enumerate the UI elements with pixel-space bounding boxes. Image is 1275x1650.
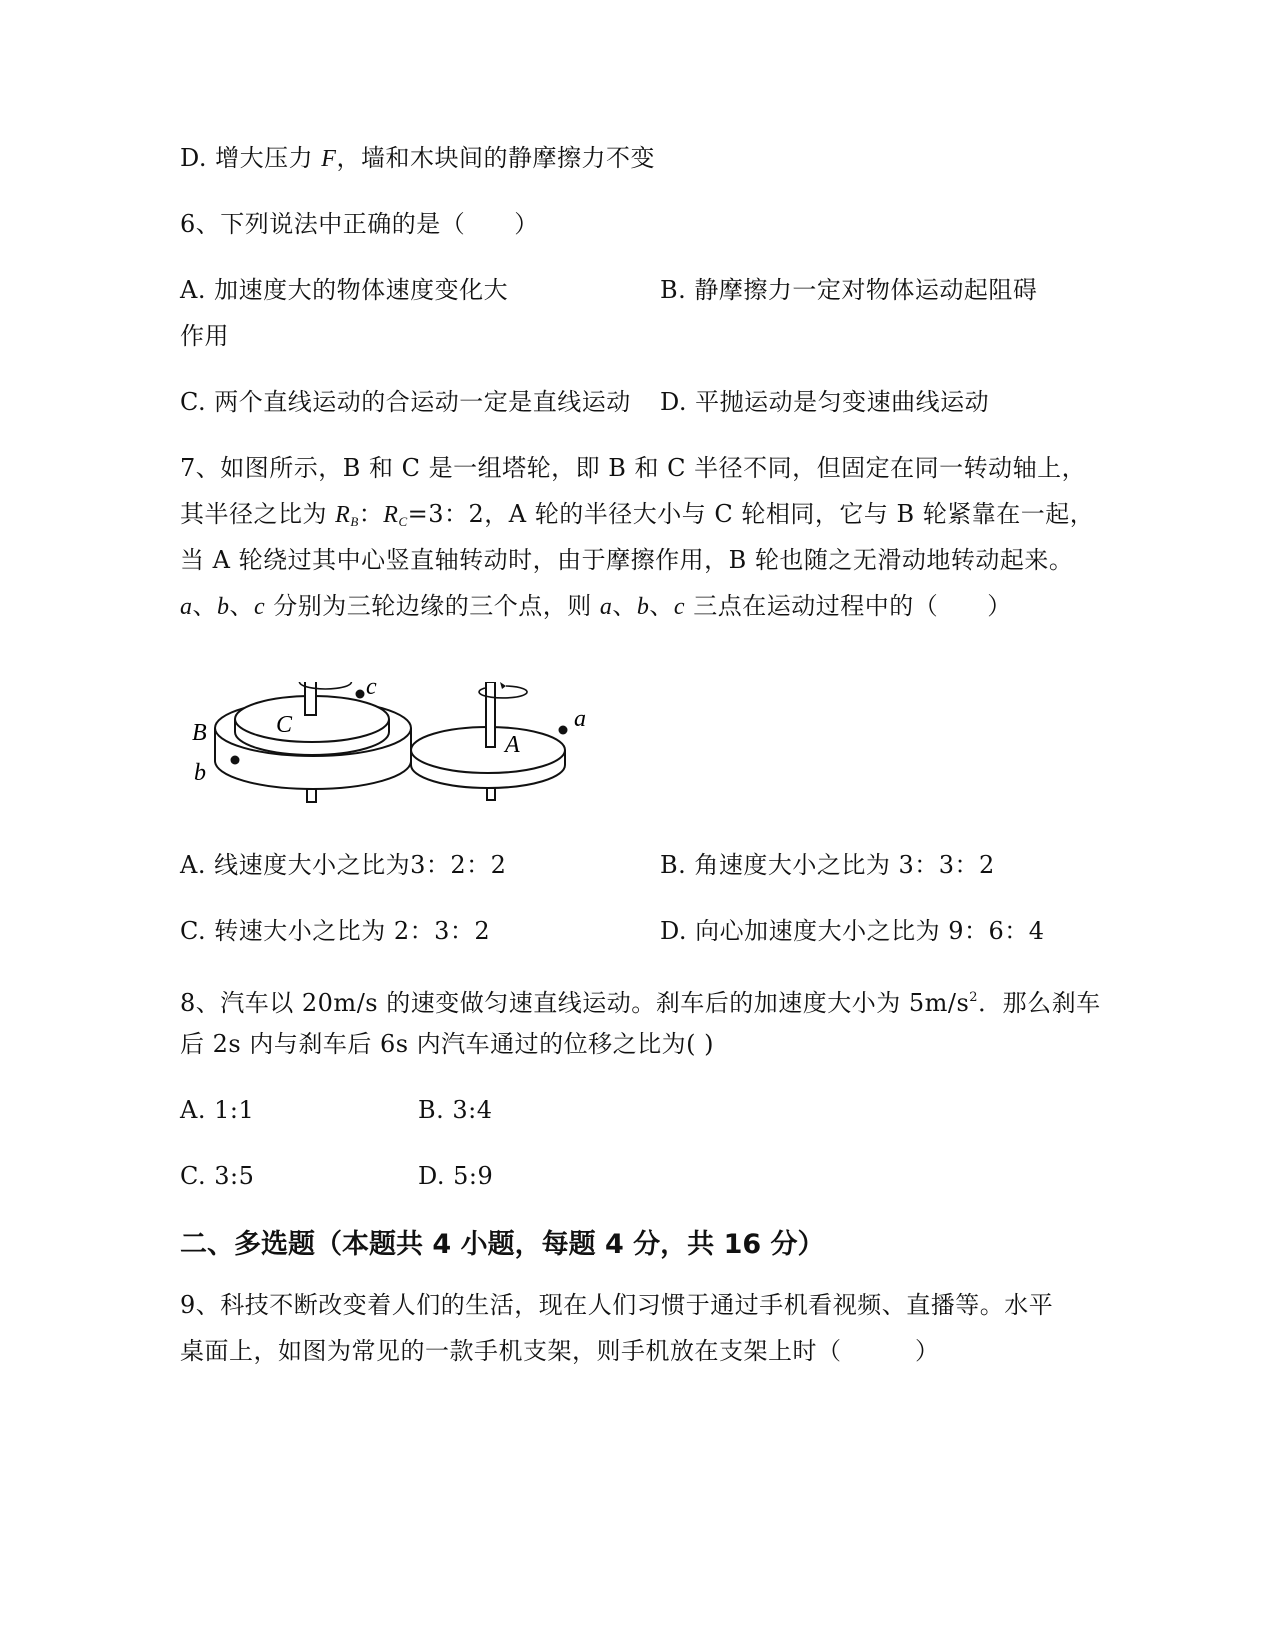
q7-option-d: D. 向心加速度大小之比为 9：6：4 [660, 917, 1045, 945]
q7-stem-line1: 7、如图所示，B 和 C 是一组塔轮，即 B 和 C 半径不同，但固定在同一转动轴上， [180, 454, 1087, 482]
q8-option-c: C. 3:5 [180, 1162, 255, 1190]
label-wheel-a: A [505, 732, 520, 758]
q7-stem-line3: 当 A 轮绕过其中心竖直轴转动时，由于摩擦作用，B 轮也随之无滑动地转动起来。 [180, 546, 1074, 574]
q8-option-d: D. 5:9 [418, 1162, 494, 1190]
q9-stem-line2: 桌面上，如图为常见的一款手机支架，则手机放在支架上时（ ） [180, 1337, 940, 1365]
label-wheel-b: B [192, 720, 207, 746]
point-c-dot [356, 690, 365, 699]
label-point-c: c [366, 682, 377, 700]
q6-stem: 6、下列说法中正确的是（ ） [180, 210, 539, 238]
axle-a-top [486, 682, 495, 747]
q6-option-b: B. 静摩擦力一定对物体运动起阻碍 [660, 276, 1038, 304]
q6-option-a: A. 加速度大的物体速度变化大 [180, 276, 509, 304]
q6-option-c: C. 两个直线运动的合运动一定是直线运动 [180, 388, 631, 416]
label-wheel-c: C [276, 712, 293, 738]
q6-option-b-cont: 作用 [180, 322, 229, 350]
label-point-a: a [574, 706, 586, 732]
tower-wheel-figure [188, 682, 608, 814]
q7-stem-line2: 其半径之比为 $R_B$：$R_C=3$：2，A 轮的半径大小与 C 轮相同，它与 B 轮紧靠在一起， [180, 500, 1095, 529]
q7-option-c: C. 转速大小之比为 2：3：2 [180, 917, 491, 945]
label-point-b: b [194, 760, 206, 786]
axle-a-bottom [487, 788, 495, 800]
q8-stem-line2: 后 2s 内与刹车后 6s 内汽车通过的位移之比为( ) [180, 1030, 715, 1058]
q5-option-d: D. 增大压力 F，墙和木块间的静摩擦力不变 [180, 144, 655, 172]
q8-option-a: A. 1:1 [180, 1096, 255, 1124]
rotation-arrowhead-a [500, 682, 506, 689]
point-a-dot [559, 726, 568, 735]
q8-option-b: B. 3:4 [418, 1096, 493, 1124]
q6-option-d: D. 平抛运动是匀变速曲线运动 [660, 388, 990, 416]
q7-option-b: B. 角速度大小之比为 3：3：2 [660, 851, 995, 879]
axle-bc-bottom [307, 789, 316, 802]
q7-option-a: A. 线速度大小之比为3：2：2 [180, 851, 507, 879]
q8-stem-line1: 8、汽车以 20m/s 的速变做匀速直线运动。刹车后的加速度大小为 $5m/s^2$．那么刹车 [180, 989, 1101, 1017]
section-heading-multi-choice: 二、多选题（本题共 4 小题，每题 4 分，共 16 分） [180, 1229, 825, 1260]
point-b-dot [231, 756, 240, 765]
q7-stem-line4: a、b、c 分别为三轮边缘的三个点，则 a、b、c 三点在运动过程中的（ ） [180, 592, 1012, 620]
q9-stem-line1: 9、科技不断改变着人们的生活，现在人们习惯于通过手机看视频、直播等。水平 [180, 1291, 1054, 1319]
